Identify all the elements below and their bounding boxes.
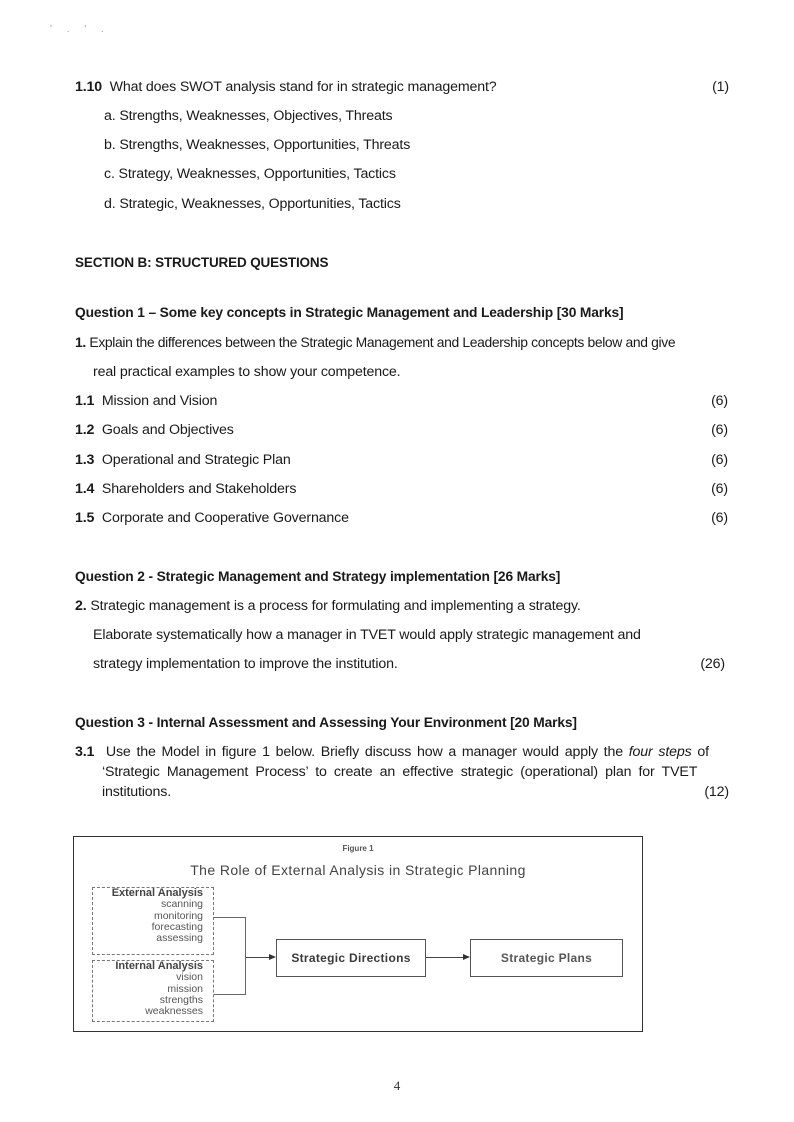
box-item: weaknesses	[145, 1005, 203, 1018]
question-1-prompt	[75, 334, 675, 350]
figure-title: The Role of External Analysis in Strategic Planning	[190, 862, 526, 878]
sub-question-number: 1.1	[75, 393, 95, 409]
sub-question	[75, 393, 728, 409]
question-text: strategy implementation to improve the institution.	[93, 656, 398, 672]
box-item: scanning	[160, 898, 203, 911]
question-3-1-line-3	[102, 784, 729, 800]
question-3-1-line-1	[75, 744, 729, 760]
page-number: 4	[393, 1078, 401, 1093]
arrow-head-icon	[269, 954, 276, 960]
question-2-line-1	[75, 598, 581, 614]
option-c: c. Strategy, Weaknesses, Opportunities, Tactics	[104, 166, 396, 182]
marks: (6)	[711, 481, 728, 497]
marks: (6)	[711, 452, 728, 468]
box-label: Strategic Plans	[500, 951, 593, 965]
question-text: What does SWOT analysis stand for in strategic management?	[109, 79, 497, 95]
question-3-1-line-2: ‘Strategic Management Process’ to create an effective strategic (operational) plan for TVET	[102, 764, 698, 780]
question-number: 1.	[75, 334, 86, 350]
external-analysis-box	[92, 887, 214, 955]
marks: (6)	[711, 393, 728, 409]
sub-question	[75, 422, 728, 438]
figure-label: Figure 1	[342, 844, 374, 853]
strategic-directions-box	[276, 939, 426, 977]
sub-question-number: 1.5	[75, 510, 95, 526]
marks: (1)	[712, 79, 729, 95]
question-number: 3.1	[75, 744, 95, 760]
question-3-heading: Question 3 - Internal Assessment and Assessing Your Environment [20 Marks]	[75, 715, 577, 730]
question-2-line-2: Elaborate systematically how a manager in TVET would apply strategic management and	[93, 627, 641, 643]
question-number: 2.	[75, 598, 87, 614]
figure-1	[73, 836, 643, 1032]
sub-question	[75, 510, 728, 526]
question-text: Use the Model in figure 1 below. Briefly discuss how a manager would apply the	[105, 744, 623, 760]
sub-question-text: Goals and Objectives	[101, 422, 234, 438]
internal-analysis-box	[92, 960, 214, 1022]
box-label: Strategic Directions	[291, 951, 411, 965]
box-heading: Internal Analysis	[115, 960, 203, 972]
option-b: b. Strengths, Weaknesses, Opportunities, Threats	[104, 137, 411, 153]
option-d: d. Strategic, Weaknesses, Opportunities, Tactics	[104, 196, 401, 212]
marks: (6)	[711, 422, 728, 438]
question-text: Explain the differences between the Strategic Management and Leadership concepts below and give	[89, 334, 676, 350]
question-text: institutions.	[102, 784, 172, 800]
arrow-head-icon	[463, 954, 470, 960]
bracket-connector	[214, 917, 246, 995]
section-heading: SECTION B: STRUCTURED QUESTIONS	[75, 255, 329, 270]
question-2-line-3	[93, 656, 725, 672]
box-item: mission	[167, 982, 203, 995]
box-item: assessing	[156, 932, 203, 945]
option-a: a. Strengths, Weaknesses, Objectives, Threats	[104, 108, 393, 124]
scan-artifacts: ' . ' .	[50, 24, 110, 35]
question-1-10	[75, 79, 729, 95]
question-1-heading: Question 1 – Some key concepts in Strategic Management and Leadership [30 Marks]	[75, 305, 624, 320]
marks: (12)	[704, 784, 729, 800]
sub-question-text: Mission and Vision	[101, 393, 218, 409]
sub-question	[75, 481, 728, 497]
arrow-line	[426, 957, 464, 958]
sub-question-number: 1.3	[75, 452, 95, 468]
arrow-line	[246, 957, 270, 958]
question-1-prompt-cont: real practical examples to show your competence.	[93, 364, 401, 380]
marks: (6)	[711, 510, 728, 526]
sub-question-text: Corporate and Cooperative Governance	[101, 510, 349, 526]
emphasis-text: four steps	[628, 744, 692, 760]
question-number: 1.10	[75, 79, 103, 95]
box-item: monitoring	[153, 909, 203, 922]
sub-question	[75, 452, 728, 468]
box-heading: External Analysis	[111, 887, 203, 899]
question-2-heading: Question 2 - Strategic Management and Strategy implementation [26 Marks]	[75, 569, 561, 584]
box-item: strengths	[159, 993, 203, 1006]
sub-question-text: Shareholders and Stakeholders	[101, 481, 297, 497]
sub-question-number: 1.4	[75, 481, 95, 497]
question-text: Strategic management is a process for formulating and implementing a strategy.	[90, 598, 581, 614]
sub-question-text: Operational and Strategic Plan	[101, 452, 291, 468]
box-item: forecasting	[151, 920, 203, 933]
question-text: of	[697, 744, 709, 760]
marks: (26)	[700, 656, 725, 672]
sub-question-number: 1.2	[75, 422, 95, 438]
strategic-plans-box	[470, 939, 623, 977]
box-item: vision	[176, 971, 203, 984]
